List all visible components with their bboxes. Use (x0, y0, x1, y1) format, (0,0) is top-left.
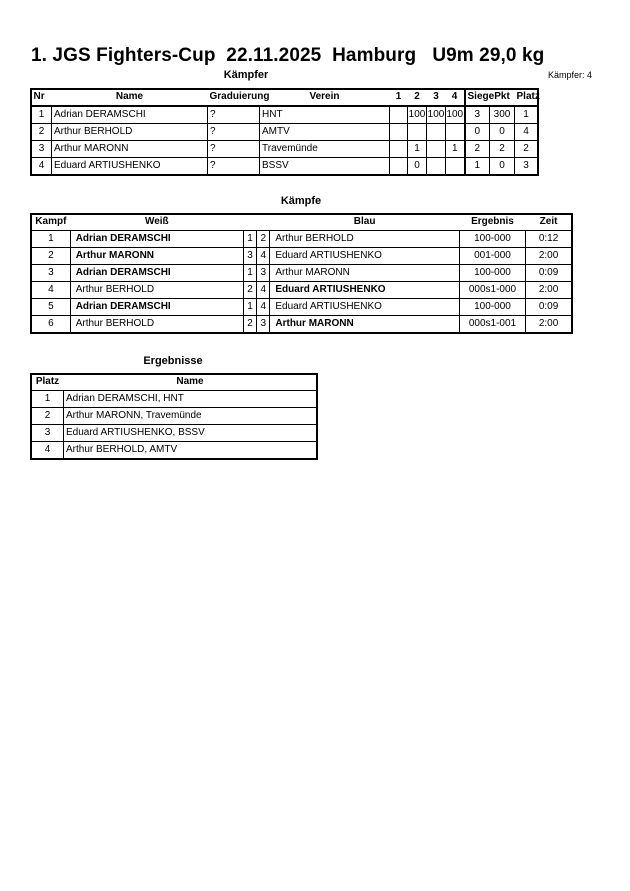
fighter-platz: 2 (515, 141, 538, 158)
fights-table (31, 214, 572, 333)
fight-blau: Arthur MARONN (270, 265, 460, 282)
score-1 (390, 141, 408, 158)
fight-zeit: 2:00 (526, 282, 572, 299)
fighter-verein: Travemünde (260, 141, 390, 158)
fight-weiss: Adrian DERAMSCHI (70, 231, 243, 248)
fight-blau-nr: 3 (257, 316, 270, 333)
fight-zeit: 2:00 (526, 316, 572, 333)
fighter-graduierung: ? (208, 124, 260, 141)
table-row (32, 124, 538, 141)
fighter-graduierung: ? (208, 106, 260, 124)
fighter-pkt: 300 (490, 106, 515, 124)
fight-blau-nr: 3 (257, 265, 270, 282)
col-platz: Platz (516, 91, 540, 102)
fight-weiss-nr: 1 (243, 265, 256, 282)
fight-weiss-nr: 1 (243, 299, 256, 316)
fighter-verein: BSSV (260, 158, 390, 175)
fight-weiss-nr: 2 (243, 282, 256, 299)
col-fight-4: 4 (451, 91, 458, 102)
table-row (32, 231, 572, 248)
fight-weiss: Adrian DERAMSCHI (70, 299, 243, 316)
result-name: Arthur MARONN, Travemünde (64, 408, 317, 425)
table-row (32, 408, 317, 425)
score-1 (390, 124, 408, 141)
fight-zeit: 2:00 (526, 248, 572, 265)
fight-ergebnis: 100-000 (459, 265, 525, 282)
score-4 (446, 124, 465, 141)
score-2 (408, 124, 427, 141)
fight-blau-nr: 4 (257, 299, 270, 316)
col-siege: Siege (465, 89, 490, 106)
col-name: Name (176, 376, 204, 387)
fight-blau-nr: 2 (257, 231, 270, 248)
col-fight-3: 3 (433, 91, 439, 102)
fight-ergebnis: 000s1-000 (459, 282, 525, 299)
fight-blau-nr: 4 (257, 282, 270, 299)
fight-blau: Eduard ARTIUSHENKO (270, 299, 460, 316)
fight-number: 5 (32, 299, 71, 316)
table-row (32, 248, 572, 265)
col-zeit: Zeit (539, 216, 558, 227)
score-4 (446, 158, 465, 175)
fight-zeit: 0:09 (526, 299, 572, 316)
fighter-verein: AMTV (260, 124, 390, 141)
fight-ergebnis: 001-000 (459, 248, 525, 265)
page-title: 1. JGS Fighters-Cup 22.11.2025 Hamburg U9m 29,0 kg (31, 45, 545, 66)
fighter-siege: 0 (465, 124, 490, 141)
fight-number: 4 (32, 282, 71, 299)
fighter-platz: 1 (515, 106, 538, 124)
table-row (32, 425, 317, 442)
fight-blau: Eduard ARTIUSHENKO (270, 282, 460, 299)
fight-weiss-nr: 2 (243, 316, 256, 333)
col-graduierung: Graduierung (209, 91, 270, 102)
fighter-nr: 1 (32, 106, 52, 124)
score-1 (390, 106, 408, 124)
score-4: 1 (446, 141, 465, 158)
fight-ergebnis: 100-000 (459, 231, 525, 248)
fighters-count: Kämpfer: 4 (548, 70, 593, 80)
result-platz: 1 (32, 391, 64, 408)
table-row (32, 299, 572, 316)
fighter-siege: 3 (465, 106, 490, 124)
col-fight-2: 2 (414, 91, 420, 102)
fighter-graduierung: ? (208, 141, 260, 158)
fighter-pkt: 0 (490, 124, 515, 141)
result-platz: 4 (32, 442, 64, 459)
fighter-nr: 4 (32, 158, 52, 175)
table-row (32, 141, 538, 158)
score-2: 0 (408, 158, 427, 175)
result-platz: 3 (32, 425, 64, 442)
fight-weiss: Arthur BERHOLD (70, 282, 243, 299)
fight-zeit: 0:12 (526, 231, 572, 248)
results-section-title: Ergebnisse (143, 355, 203, 367)
fighters-table (31, 89, 538, 175)
results-table (31, 374, 317, 459)
table-row (32, 442, 317, 459)
table-row (32, 158, 538, 175)
fighter-siege: 2 (465, 141, 490, 158)
fight-ergebnis: 000s1-001 (459, 316, 525, 333)
fighter-name: Arthur MARONN (52, 141, 208, 158)
col-fight-1: 1 (395, 91, 402, 102)
fight-ergebnis: 100-000 (459, 299, 525, 316)
fight-number: 2 (32, 248, 71, 265)
score-2: 100 (408, 106, 427, 124)
fight-number: 6 (32, 316, 71, 333)
col-weiss: Weiß (144, 216, 169, 227)
fighter-nr: 3 (32, 141, 52, 158)
fight-weiss-nr: 3 (243, 248, 256, 265)
fighter-name: Adrian DERAMSCHI (52, 106, 208, 124)
fighter-verein: HNT (260, 106, 390, 124)
fighter-pkt: 0 (490, 158, 515, 175)
score-3: 100 (427, 106, 446, 124)
table-row (32, 106, 538, 124)
fight-number: 1 (32, 231, 71, 248)
result-name: Eduard ARTIUSHENKO, BSSV (64, 425, 317, 442)
col-kampf: Kampf (35, 216, 67, 227)
fight-blau: Arthur BERHOLD (270, 231, 460, 248)
fight-weiss: Adrian DERAMSCHI (70, 265, 243, 282)
table-row (32, 265, 572, 282)
score-2: 1 (408, 141, 427, 158)
col-verein: Verein (309, 91, 340, 102)
fighter-siege: 1 (465, 158, 490, 175)
fighters-section-title: Kämpfer (223, 69, 269, 81)
col-platz: Platz (35, 376, 60, 387)
score-3 (427, 124, 446, 141)
score-4: 100 (446, 106, 465, 124)
col-pkt: Pkt (494, 91, 510, 102)
table-row (32, 391, 317, 408)
fighter-graduierung: ? (208, 158, 260, 175)
fight-weiss: Arthur MARONN (70, 248, 243, 265)
score-1 (390, 158, 408, 175)
fighter-pkt: 2 (490, 141, 515, 158)
result-platz: 2 (32, 408, 64, 425)
result-name: Arthur BERHOLD, AMTV (64, 442, 317, 459)
fighter-name: Arthur BERHOLD (52, 124, 208, 141)
fight-blau: Arthur MARONN (270, 316, 460, 333)
fight-blau: Eduard ARTIUSHENKO (270, 248, 460, 265)
col-name: Name (115, 91, 144, 102)
col-ergebnis: Ergebnis (471, 216, 514, 227)
fight-blau-nr: 4 (257, 248, 270, 265)
fights-section-title: Kämpfe (280, 195, 322, 207)
fighter-platz: 3 (515, 158, 538, 175)
fight-weiss-nr: 1 (243, 231, 256, 248)
fight-weiss: Arthur BERHOLD (70, 316, 243, 333)
table-row (32, 316, 572, 333)
fighter-platz: 4 (515, 124, 538, 141)
col-blau: Blau (353, 216, 376, 227)
fighter-nr: 2 (32, 124, 52, 141)
fighter-name: Eduard ARTIUSHENKO (52, 158, 208, 175)
table-row (32, 282, 572, 299)
fight-number: 3 (32, 265, 71, 282)
fight-zeit: 0:09 (526, 265, 572, 282)
score-3 (427, 141, 446, 158)
result-name: Adrian DERAMSCHI, HNT (64, 391, 317, 408)
score-3 (427, 158, 446, 175)
col-nr: Nr (33, 91, 45, 102)
